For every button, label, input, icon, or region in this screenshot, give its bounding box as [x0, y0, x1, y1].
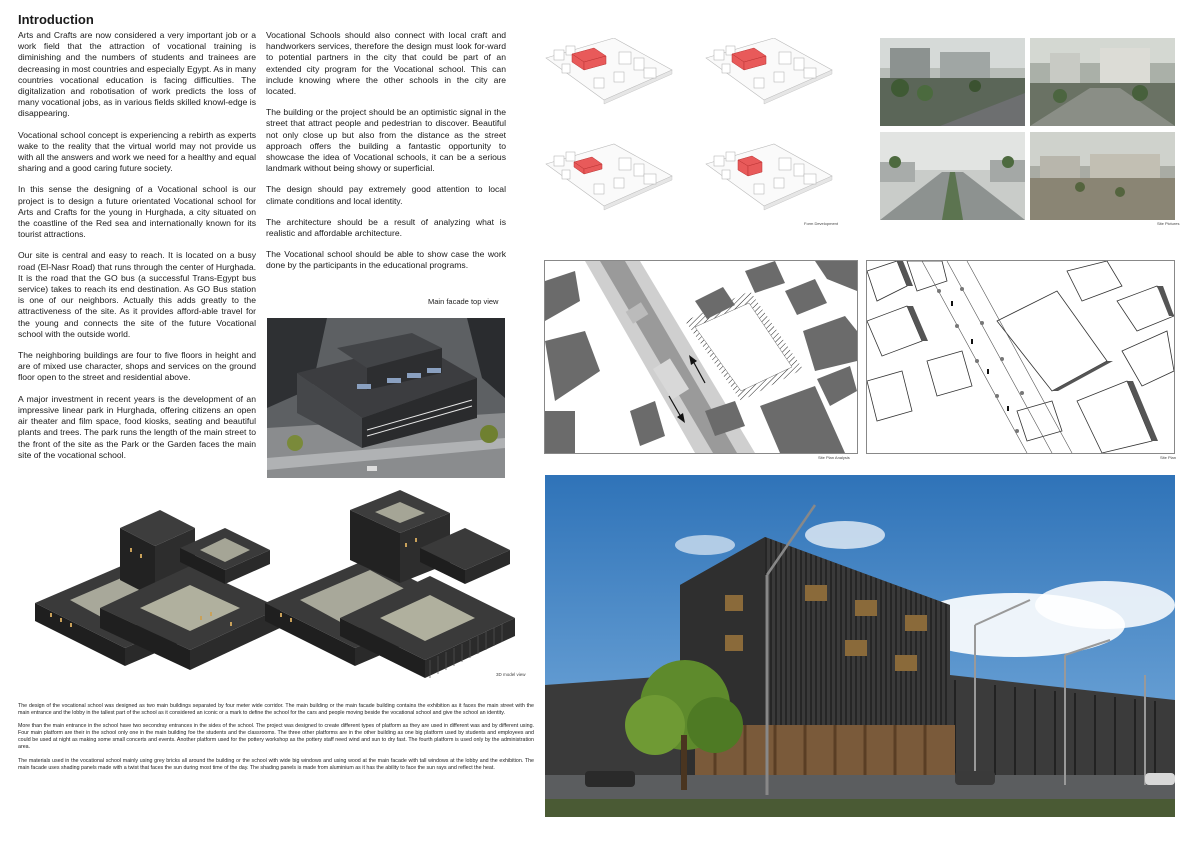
paragraph: The building or the project should be an optimistic signal in the street that attract people and pedestrian to discover. Beautiful not only close up but also from the distance as the street approach offers the building a fantastic opportunity to showcase the idea of Vocational schools, it can be a serious landmark without being showy or superficial. [266, 107, 506, 174]
page-title: Introduction [18, 12, 94, 27]
main-facade-caption: Main facade top view [428, 297, 499, 306]
site-plan-analysis-caption: Site Plan Analysis [818, 455, 850, 460]
paragraph: The Vocational school should be able to show case the work done by the participants in the educational programs. [266, 249, 506, 271]
paragraph: The architecture should be a result of analyzing what is realistic and affordable architecture. [266, 216, 506, 239]
form-development-caption: Form Development [804, 221, 839, 226]
site-picture-2 [1030, 38, 1175, 126]
paragraph: Arts and Crafts are now considered a very important job or a work field that the attraction of vocational training is diminishing and the numbers of students and trainees are decreasing in most countries and especially Egypt. As in many countries vocational education is facing difficulties. The digitalization and robotisation of work predicts the loss of many vocational jobs, as in various fields skilled knowl-edge is disappearing. [18, 30, 256, 119]
paragraph: The design of the vocational school was designed as two main buildings separated by four meter wide corridor. The main building or the main facade building contains the exhibition as it faces the main street with the main entrance and the lobby in the tallest part of the school as it considered an iconic or a mark to define the school for the cars and people moving beside the vocational school and give the school an identity. [18, 703, 534, 717]
site-pictures-caption: Site Pictures [1157, 221, 1180, 226]
site-picture-1 [880, 38, 1025, 126]
3d-model-view-caption: 3D model view [496, 672, 526, 677]
paragraph: The neighboring buildings are four to five floors in height and are of mixed use character, shops and services on the ground floor open to the street and residential above. [18, 350, 256, 383]
intro-column-1 [18, 30, 256, 471]
paragraph: In this sense the designing of a Vocational school is our project is to design a future orientated Vocational school for Arts and Crafts for the young in Hurghada, a city situated on the coastline of the Red sea and internationally known for its tourist attractions. [18, 184, 256, 240]
design-description [18, 703, 534, 778]
paragraph: The materials used in the vocational school mainly using grey bricks all around the building or the school with wide big windows and using wood at the main facade with tall windows at the lobby and the exhibition. The main facade uses shading panels made with a twist that faces the sun during most time of the day. The shading panels is made from aluminium as it has the ability to face the sun rays and reflect the heat. [18, 757, 534, 771]
paragraph: More than the main entrance in the school have two secondray entrances in the sides of the school. The project was designed to create different types of platform as they are used in different was and by different using. Four main platform are their in the school only one in the main building foe the students and the classrooms. The three other platforms are in the other building as one big platform used by students and employees and could be used at night as making some small concerts and events. Another platform used for the pottery workshop as the pottery staff need wind and sun to dry fast. The fourth platform is used only by the administration area. [18, 723, 534, 751]
exterior-render-image [545, 475, 1175, 817]
form-development-diagrams [544, 38, 862, 224]
paragraph: The design should pay extremely good attention to local climate conditions and local identity. [266, 184, 506, 206]
paragraph: A major investment in recent years is the development of an impressive linear park in Hurghada, offering citizens an open air theater and film space, food kiosks, seating and beautiful plants and trees. The park runs the length of the main street to the front of the site as the Park or the Garden faces the main site of the vocational school. [18, 393, 256, 460]
paragraph: Vocational school concept is experiencing a rebirth as experts wake to the reality that the virtual world may not provide us with all the answers and work we need for a healthy and equal sharing and a good caring future society. [18, 129, 256, 174]
paragraph: Vocational Schools should also connect with local craft and handworkers services, therefore the design must look for-ward to potential partners in the city that could be part of an extended city program for the Vocational school. This can include knowing where the other schools in the city are located. [266, 30, 506, 97]
site-plan-caption: Site Plan [1160, 455, 1177, 460]
paragraph: Our site is central and easy to reach. It is located on a busy road (El-Nasr Road) that runs through the center of Hurghada. It is the road that the GO bus (a successful Trans-Egypt bus service) takes to reach its end destination. As GO Bus station is one of our neighbors. Actually this adds greatly to the attractiveness of the site. As it provides afford-able travel for the young and connects the site of the future Vocational school with the outside world. [18, 250, 256, 339]
site-plan-analysis-drawing [544, 260, 858, 454]
site-picture-4 [1030, 132, 1175, 220]
site-picture-3 [880, 132, 1025, 220]
3d-model-view-image [30, 488, 540, 683]
intro-column-2 [266, 30, 506, 282]
main-facade-top-view-image [267, 318, 505, 478]
site-plan-drawing [866, 260, 1175, 454]
